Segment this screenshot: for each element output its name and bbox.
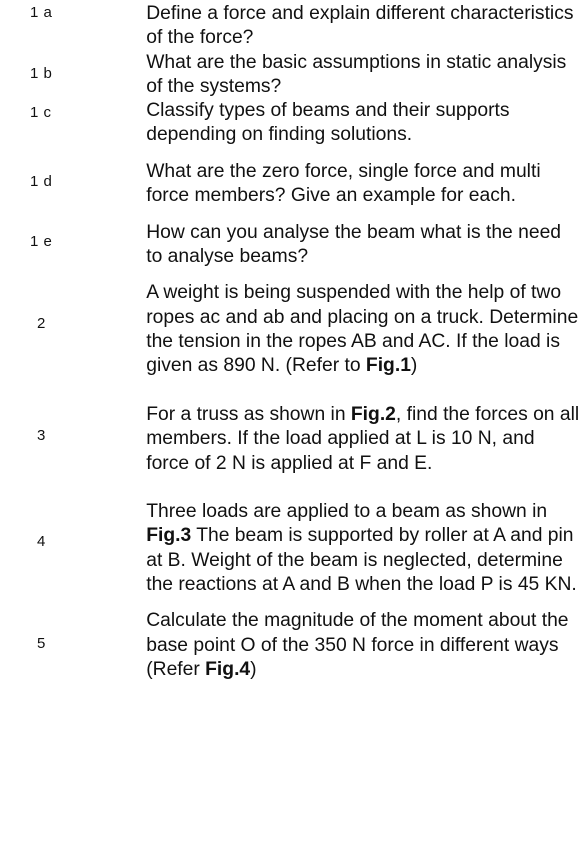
question-text-part: ) bbox=[410, 355, 418, 377]
question-text-part: The beam is supported by roller at A and pin at B. Weight of the beam is neglected, determine the reactions at A and B when the load P is 45 KN. bbox=[146, 525, 577, 595]
question-text-part: Calculate the magnitude of the moment about the base point O of the 350 N force in different ways (Refer bbox=[146, 610, 569, 681]
figure-reference: Fig.1 bbox=[365, 355, 411, 377]
question-text-part: , find the forces on all members. If the load applied at L is 10 N, and force of 2 N is applied at F and E. bbox=[146, 403, 580, 474]
question-number: 3 bbox=[37, 426, 46, 444]
question-number: 5 bbox=[37, 635, 46, 653]
question-row-1c bbox=[0, 99, 582, 148]
question-number-cell bbox=[0, 609, 146, 682]
question-number: 1 a bbox=[30, 3, 53, 21]
question-number-cell bbox=[0, 488, 146, 610]
question-text bbox=[146, 488, 582, 610]
question-text bbox=[146, 609, 582, 682]
question-number-cell bbox=[0, 221, 146, 270]
figure-reference: Fig.3 bbox=[146, 525, 192, 547]
question-number-cell bbox=[0, 2, 146, 51]
question-number-cell bbox=[0, 391, 146, 488]
figure-reference: Fig.4 bbox=[205, 659, 251, 681]
question-number-cell bbox=[0, 99, 146, 148]
question-number: 1 c bbox=[30, 103, 52, 121]
questions-table bbox=[0, 2, 582, 682]
question-row-2 bbox=[0, 269, 582, 391]
question-text: What are the basic assumptions in static analysis of the systems? bbox=[146, 51, 567, 97]
question-number-cell bbox=[0, 148, 146, 221]
question-number: 1 d bbox=[30, 172, 53, 190]
question-number: 2 bbox=[37, 314, 46, 332]
question-number: 4 bbox=[37, 533, 46, 551]
question-text-part: ) bbox=[250, 659, 257, 681]
question-row-1d bbox=[0, 148, 582, 221]
question-row-3 bbox=[0, 391, 582, 488]
question-number-cell bbox=[0, 51, 146, 100]
question-text-part: Three loads are applied to a beam as shown in bbox=[146, 501, 548, 523]
question-number: 1 b bbox=[30, 65, 53, 83]
question-row-5 bbox=[0, 609, 582, 682]
question-number: 1 e bbox=[30, 233, 53, 251]
question-number-cell bbox=[0, 269, 146, 391]
question-row-1a bbox=[0, 2, 582, 51]
question-text: Classify types of beams and their supports depending on finding solutions. bbox=[146, 100, 510, 146]
question-text-part: A weight is being suspended with the help of two ropes ac and ab and placing on a truck. Determine the tension in the ropes AB and AC. If the load is given as 890 N. (Refer to bbox=[146, 282, 579, 377]
question-text bbox=[146, 391, 582, 488]
figure-reference: Fig.2 bbox=[350, 403, 396, 425]
question-row-4 bbox=[0, 488, 582, 610]
question-row-1b bbox=[0, 51, 582, 100]
question-text-part: For a truss as shown in bbox=[146, 403, 351, 425]
question-row-1e bbox=[0, 221, 582, 270]
question-text bbox=[146, 269, 582, 391]
question-text: What are the zero force, single force and multi force members? Give an example for each. bbox=[146, 160, 541, 207]
question-text: How can you analyse the beam what is the need to analyse beams? bbox=[146, 221, 562, 267]
question-text: Define a force and explain different characteristics of the force? bbox=[146, 3, 574, 49]
